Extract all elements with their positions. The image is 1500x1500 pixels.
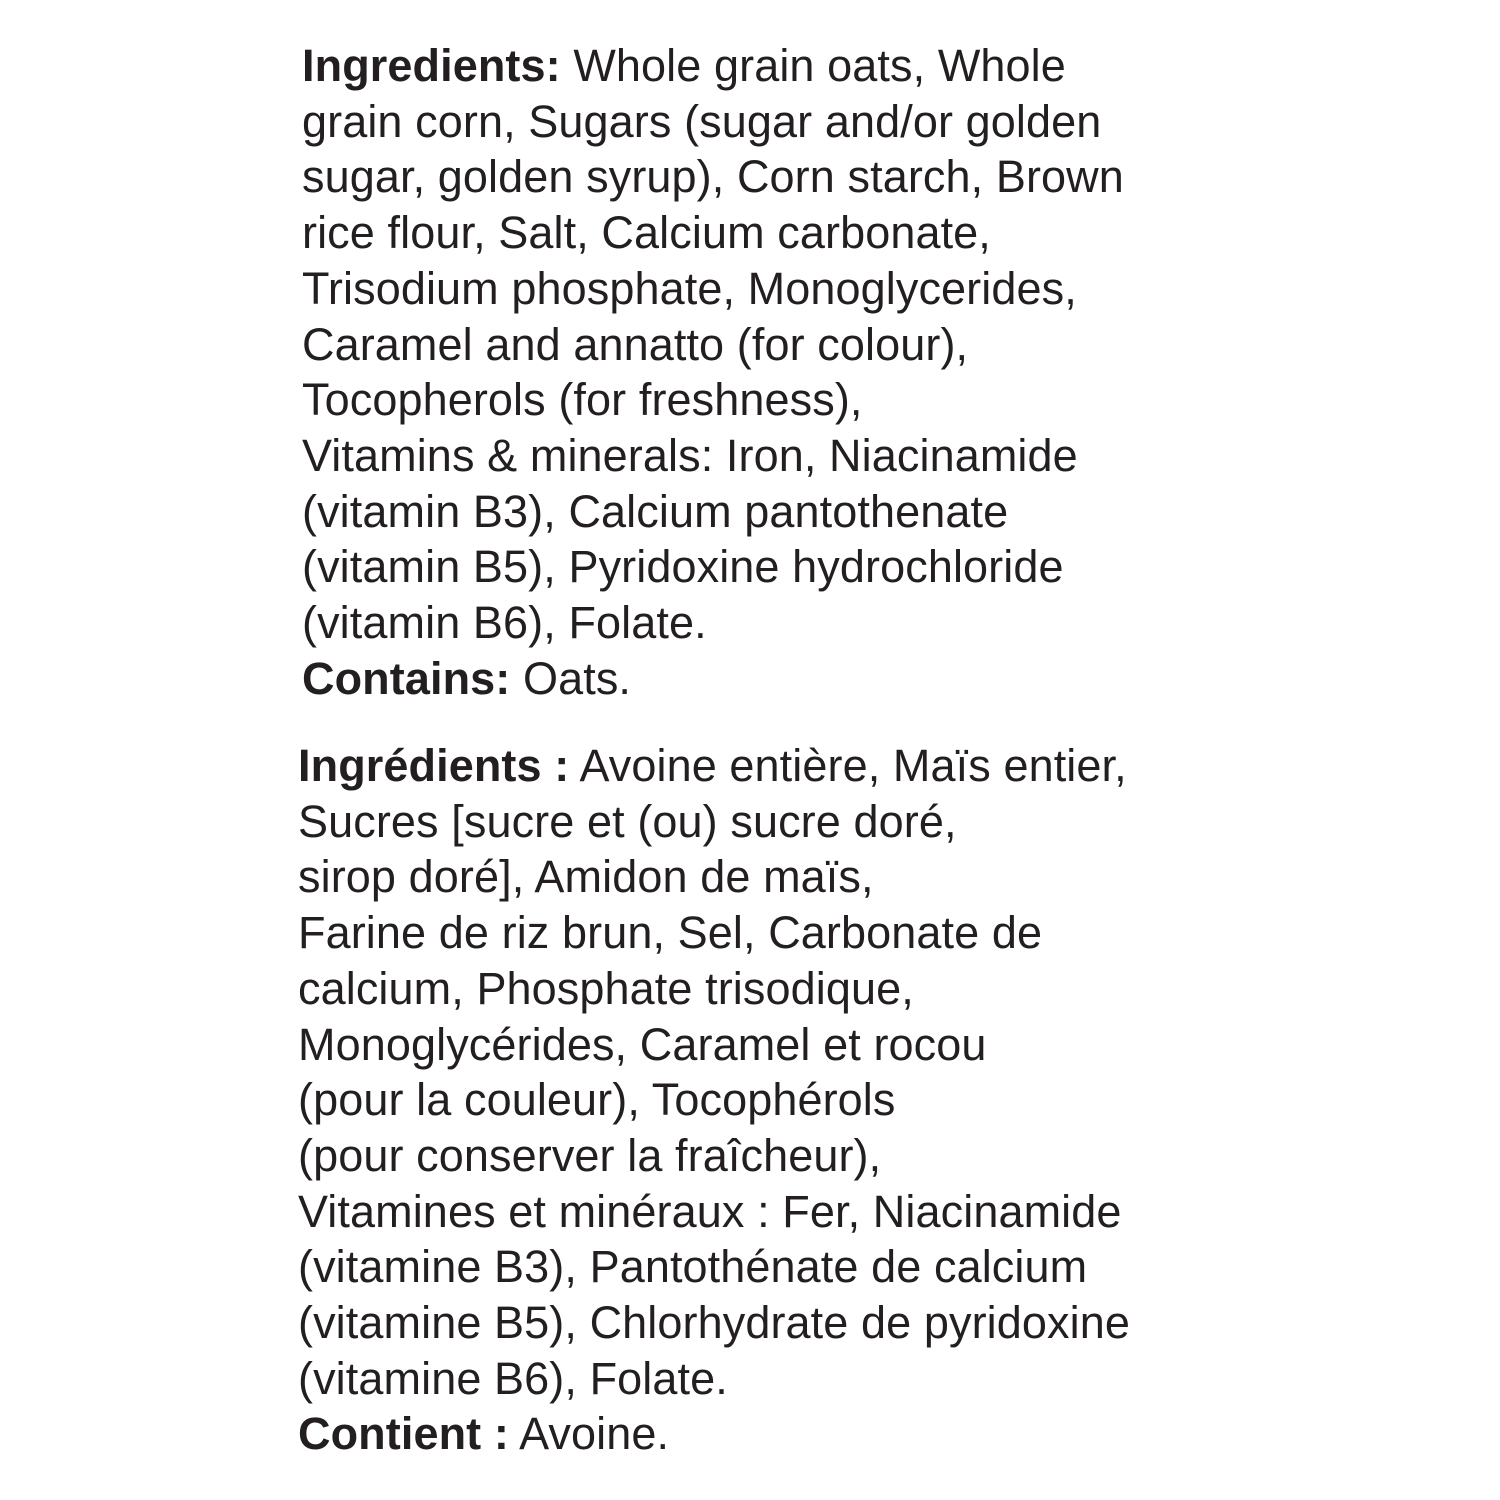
english-ingredients-panel [302,38,1302,706]
french-contains-label: Contient : [298,1408,509,1460]
french-ingredients-line-3: sirop doré], Amidon de maïs, [298,851,874,903]
english-ingredients-line-1 [302,38,1302,94]
english-ingredients-line-8: Vitamins & minerals: Iron, Niacinamide [302,429,1078,481]
english-ingredients-line-6: Caramel and annatto (for colour), [302,318,969,370]
english-ingredients-text: Whole grain oats, Whole [560,40,1066,91]
french-ingredients-line-7: (pour la couleur), Tocophérols [298,1074,896,1126]
english-contains-line [302,651,1302,707]
french-ingredients-line-9: Vitamines et minéraux : Fer, Niacinamide [298,1185,1122,1237]
french-ingredients-line-12: (vitamine B6), Folate. [298,1352,728,1404]
french-ingredients-text: Avoine entière, Maïs entier, [569,740,1127,791]
english-ingredients-label: Ingredients: [302,40,561,91]
english-ingredients-line-4: rice flour, Salt, Calcium carbonate, [302,207,991,259]
french-contains-line [298,1406,1298,1462]
french-ingredients-line-8: (pour conserver la fraîcheur), [298,1129,882,1181]
french-ingredients-line-6: Monoglycérides, Caramel et rocou [298,1018,987,1070]
english-contains-text: Oats. [510,652,632,704]
french-ingredients-line-5: calcium, Phosphate trisodique, [298,962,914,1014]
english-ingredients-line-7: Tocopherols (for freshness), [302,374,863,426]
french-ingredients-line-10: (vitamine B3), Pantothénate de calcium [298,1241,1088,1293]
english-ingredients-line-11: (vitamin B6), Folate. [302,597,707,649]
english-ingredients-line-9: (vitamin B3), Calcium pantothenate [302,485,1009,537]
french-ingredients-line-1 [298,738,1298,794]
english-contains-label: Contains: [302,652,511,704]
english-ingredients-line-10: (vitamin B5), Pyridoxine hydrochloride [302,541,1064,593]
english-ingredients-line-5: Trisodium phosphate, Monoglycerides, [302,262,1077,314]
french-ingredients-label: Ingrédients : [298,740,570,791]
french-ingredients-line-11: (vitamine B5), Chlorhydrate de pyridoxine [298,1297,1130,1349]
french-contains-text: Avoine. [508,1408,670,1460]
english-ingredients-line-2: grain corn, Sugars (sugar and/or golden [302,95,1102,147]
french-ingredients-panel [298,738,1298,1462]
french-ingredients-line-2: Sucres [sucre et (ou) sucre doré, [298,795,957,847]
french-ingredients-line-4: Farine de riz brun, Sel, Carbonate de [298,907,1043,959]
english-ingredients-line-3: sugar, golden syrup), Corn starch, Brown [302,151,1124,203]
